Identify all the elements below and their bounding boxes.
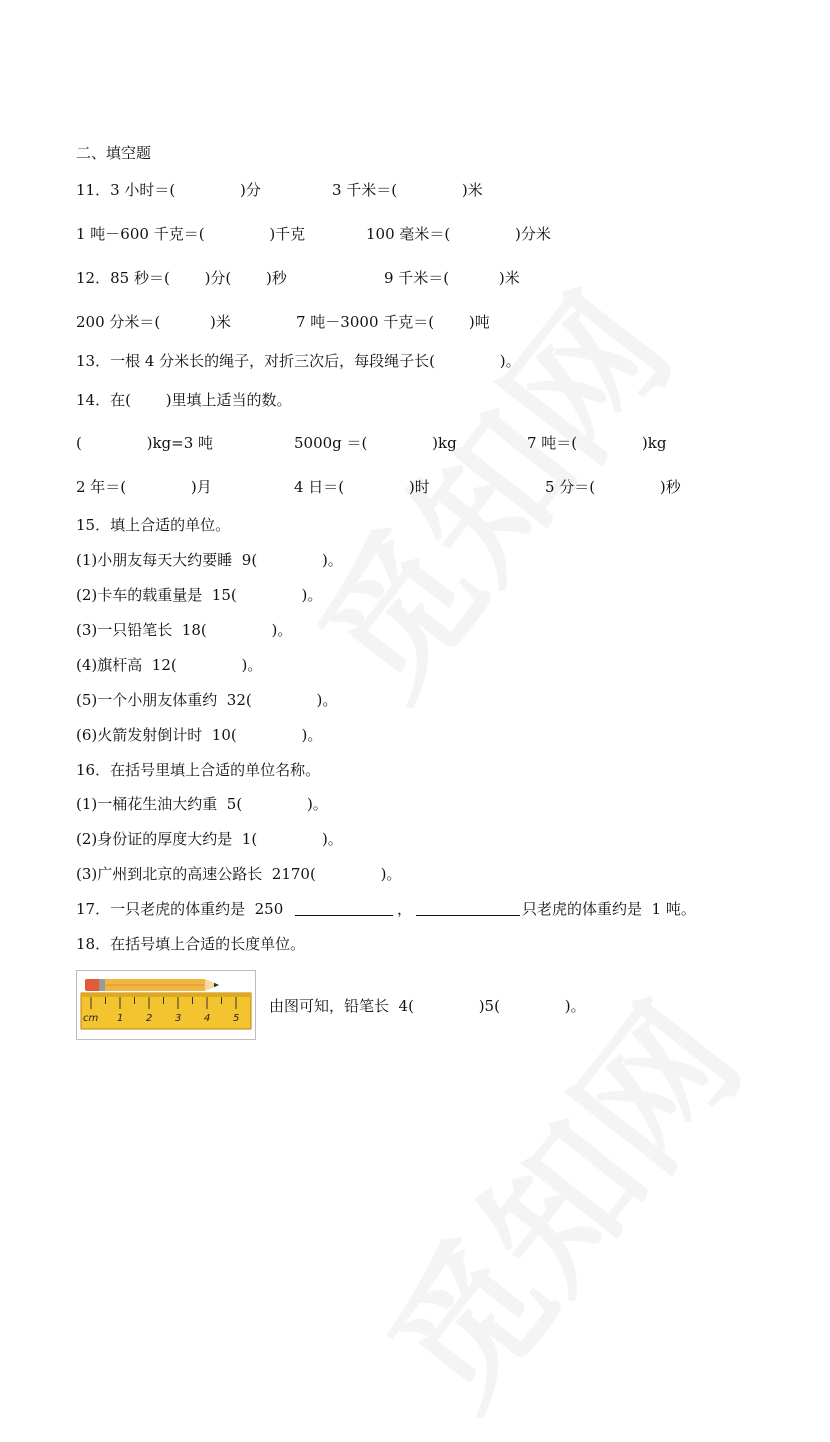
q16-item: (2)身份证的厚度大约是 1( )。 [76,830,343,848]
ruler-unit-label: cm [83,1013,99,1024]
q18-text: 由图可知，铅笔长 4( )5( )。 [269,997,586,1015]
q17-blank-2 [416,899,520,916]
q18-title: 18．在括号填上合适的长度单位。 [76,935,306,953]
q14-title: 14．在( )里填上适当的数。 [76,391,292,409]
q11-part-c: 1 吨－600 千克＝( )千克 [76,225,306,243]
q11-part-a: 11．3 小时＝( )分 [76,181,261,199]
q15-item: (4)旗杆高 12( )。 [76,656,263,674]
section-title: 二、填空题 [76,144,152,162]
pencil-ruler-figure [76,970,256,1040]
ruler-tick-label: 1 [117,1013,124,1024]
q12-part-b: 9 千米＝( )米 [384,269,520,287]
q16-item: (3)广州到北京的高速公路长 2170( )。 [76,865,402,883]
q16-item: (1)一桶花生油大约重 5( )。 [76,795,328,813]
ruler-tick-label: 2 [146,1013,153,1024]
q15-item: (3)一只铅笔长 18( )。 [76,621,293,639]
q15-item: (6)火箭发射倒计时 10( )。 [76,726,323,744]
watermark [331,954,778,1442]
q15-item: (2)卡车的载重量是 15( )。 [76,586,323,604]
ruler-tick-label: 4 [204,1013,211,1024]
q15-item: (1)小朋友每天大约要睡 9( )。 [76,551,343,569]
q12-part-c: 200 分米＝( )米 [76,313,231,331]
q15-item: (5)一个小朋友体重约 32( )。 [76,691,338,709]
q14-part-b: 5000g ＝( )kg [294,434,457,452]
q15-title: 15．填上合适的单位。 [76,516,231,534]
q17-part-a: 17．一只老虎的体重约是 250 [76,900,284,918]
q16-title: 16．在括号里填上合适的单位名称。 [76,761,321,779]
q14-part-a: ( )kg=3 吨 [76,434,214,452]
q12-part-a: 12．85 秒＝( )分( )秒 [76,269,287,287]
q14-part-d: 2 年＝( )月 [76,478,212,496]
q11-part-d: 100 毫米＝( )分米 [366,225,551,243]
q12-part-d: 7 吨－3000 千克＝( )吨 [296,313,490,331]
q17-part-b: 只老虎的体重约是 1 吨。 [522,900,696,918]
ruler-tick-label: 3 [175,1013,182,1024]
q14-part-f: 5 分＝( )秒 [545,478,681,496]
q14-part-c: 7 吨＝( )kg [527,434,667,452]
pencil-ruler-image [77,971,255,1039]
ruler-tick-label: 5 [233,1013,240,1024]
q11-part-b: 3 千米＝( )米 [332,181,483,199]
q17-comma: ， [397,900,413,918]
q17-blank-1 [295,899,393,916]
q13-text: 13．一根 4 分米长的绳子，对折三次后，每段绳子长( )。 [76,352,521,370]
q14-part-e: 4 日＝( )时 [294,478,430,496]
